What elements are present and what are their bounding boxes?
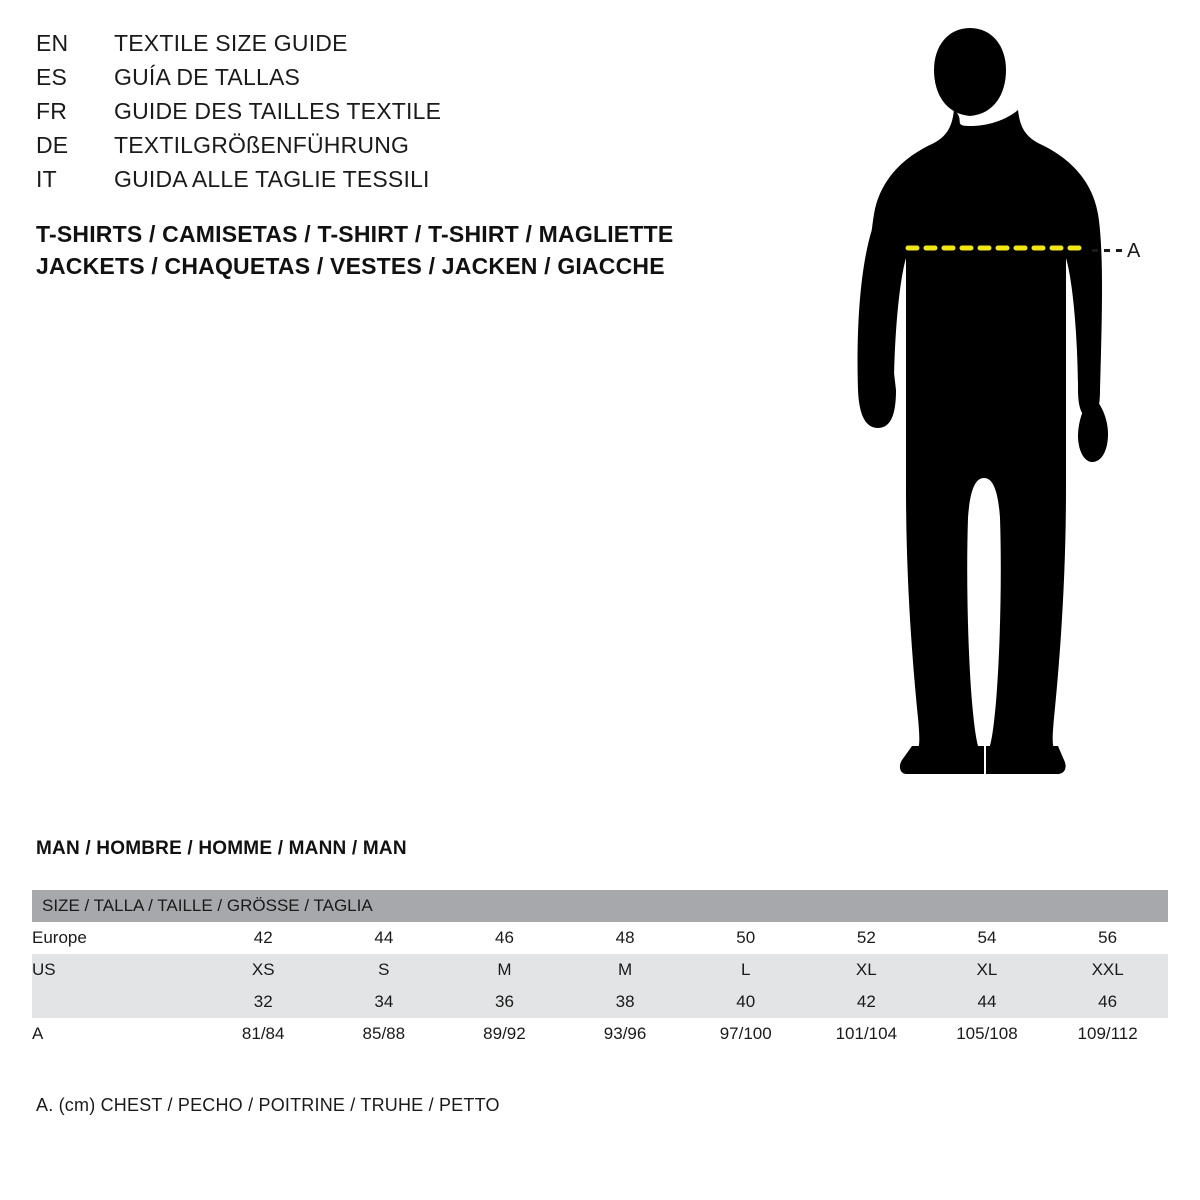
table-cell: 42 bbox=[806, 986, 927, 1018]
row-label: A bbox=[32, 1018, 203, 1050]
table-cell: 97/100 bbox=[685, 1018, 806, 1050]
table-cell: 46 bbox=[1047, 986, 1168, 1018]
body-silhouette-figure bbox=[820, 18, 1180, 788]
language-code: ES bbox=[36, 64, 68, 90]
table-cell: 56 bbox=[1047, 922, 1168, 954]
table-cell: 42 bbox=[203, 922, 324, 954]
row-label bbox=[32, 986, 203, 1018]
garment-line-tshirts: T-SHIRTS / CAMISETAS / T-SHIRT / T-SHIRT / MAGLIETTE bbox=[36, 221, 674, 247]
table-cell: 52 bbox=[806, 922, 927, 954]
table-cell: 101/104 bbox=[806, 1018, 927, 1050]
table-cell: 44 bbox=[324, 922, 445, 954]
language-text: GUÍA DE TALLAS bbox=[114, 64, 301, 90]
language-code: EN bbox=[36, 30, 69, 56]
table-cell: XL bbox=[927, 954, 1048, 986]
table-cell: 93/96 bbox=[565, 1018, 686, 1050]
table-cell: 85/88 bbox=[324, 1018, 445, 1050]
table-row bbox=[32, 954, 1168, 986]
table-cell: M bbox=[444, 954, 565, 986]
table-cell: M bbox=[565, 954, 686, 986]
table-header-row bbox=[32, 890, 1168, 922]
language-row bbox=[36, 132, 796, 166]
table-cell: 54 bbox=[927, 922, 1048, 954]
table-header-label: SIZE / TALLA / TAILLE / GRÖSSE / TAGLIA bbox=[32, 890, 1168, 922]
language-text: TEXTILGRÖßENFÜHRUNG bbox=[114, 132, 410, 158]
table-cell: 40 bbox=[685, 986, 806, 1018]
table-cell: 81/84 bbox=[203, 1018, 324, 1050]
table-cell: 36 bbox=[444, 986, 565, 1018]
table-cell: 32 bbox=[203, 986, 324, 1018]
language-text: GUIDE DES TAILLES TEXTILE bbox=[114, 98, 442, 124]
table-cell: 38 bbox=[565, 986, 686, 1018]
table-row bbox=[32, 1018, 1168, 1050]
table-cell: 89/92 bbox=[444, 1018, 565, 1050]
table-cell: 44 bbox=[927, 986, 1048, 1018]
table-cell: 34 bbox=[324, 986, 445, 1018]
table-row bbox=[32, 986, 1168, 1018]
table-section-title: MAN / HOMBRE / HOMME / MANN / MAN bbox=[36, 838, 407, 859]
table-footnote: A. (cm) CHEST / PECHO / POITRINE / TRUHE / PETTO bbox=[36, 1095, 500, 1115]
garment-type-list bbox=[36, 218, 816, 282]
language-code: DE bbox=[36, 132, 69, 158]
table-cell: L bbox=[685, 954, 806, 986]
language-code: IT bbox=[36, 166, 57, 192]
language-row bbox=[36, 30, 796, 64]
row-label: US bbox=[32, 954, 203, 986]
language-row bbox=[36, 64, 796, 98]
row-label: Europe bbox=[32, 922, 203, 954]
table-cell: XXL bbox=[1047, 954, 1168, 986]
language-code: FR bbox=[36, 98, 68, 124]
table-cell: XL bbox=[806, 954, 927, 986]
table-cell: 50 bbox=[685, 922, 806, 954]
language-row bbox=[36, 98, 796, 132]
language-list bbox=[36, 30, 796, 200]
size-table bbox=[32, 890, 1168, 1050]
callout-leader-line bbox=[1092, 249, 1122, 252]
table-cell: 105/108 bbox=[927, 1018, 1048, 1050]
table-cell: 46 bbox=[444, 922, 565, 954]
callout-label-a: A bbox=[1127, 240, 1141, 262]
silhouette-svg bbox=[820, 18, 1180, 788]
table-cell: 48 bbox=[565, 922, 686, 954]
garment-line-jackets: JACKETS / CHAQUETAS / VESTES / JACKEN / GIACCHE bbox=[36, 253, 665, 279]
table-cell: S bbox=[324, 954, 445, 986]
table-cell: XS bbox=[203, 954, 324, 986]
language-text: TEXTILE SIZE GUIDE bbox=[114, 30, 348, 56]
table-row bbox=[32, 922, 1168, 954]
table-cell: 109/112 bbox=[1047, 1018, 1168, 1050]
language-row bbox=[36, 166, 796, 200]
language-text: GUIDA ALLE TAGLIE TESSILI bbox=[114, 166, 430, 192]
